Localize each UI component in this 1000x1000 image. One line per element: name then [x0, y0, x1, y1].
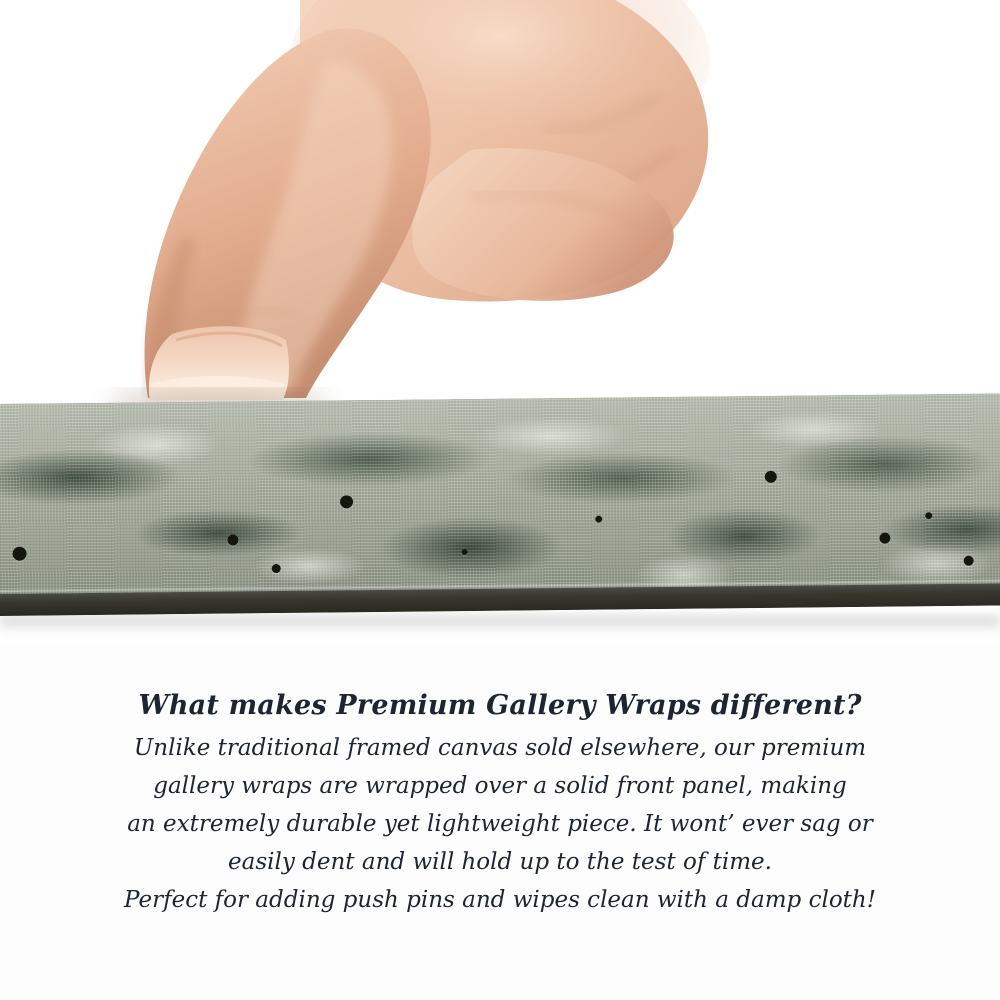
caption-line: Perfect for adding push pins and wipes clean with a damp cloth! [124, 887, 876, 913]
caption-block [0, 690, 1000, 919]
caption-heading: What makes Premium Gallery Wraps different? [138, 690, 862, 721]
caption-body [0, 729, 1000, 919]
hand-photo [0, 0, 1000, 420]
canvas-speck [272, 564, 281, 573]
canvas-speck [595, 516, 602, 523]
canvas-drop-shadow [0, 616, 1000, 632]
caption-line: easily dent and will hold up to the test of time. [228, 849, 772, 875]
canvas-speck [462, 549, 468, 555]
canvas-speck [227, 534, 238, 545]
caption-line: an extremely durable yet lightweight piece. It wont’ ever sag or [127, 811, 873, 837]
canvas-speck [12, 547, 26, 561]
canvas-speck [340, 495, 353, 508]
canvas-edge-strip [0, 393, 1000, 616]
hand-illustration [0, 0, 1000, 420]
caption-line: Unlike traditional framed canvas sold elsewhere, our premium [133, 735, 867, 761]
canvas-speck [765, 471, 777, 483]
canvas-speck [925, 512, 932, 519]
caption-line: gallery wraps are wrapped over a solid front panel, making [153, 773, 847, 799]
canvas-speck [964, 556, 974, 566]
canvas-speck [879, 533, 890, 544]
